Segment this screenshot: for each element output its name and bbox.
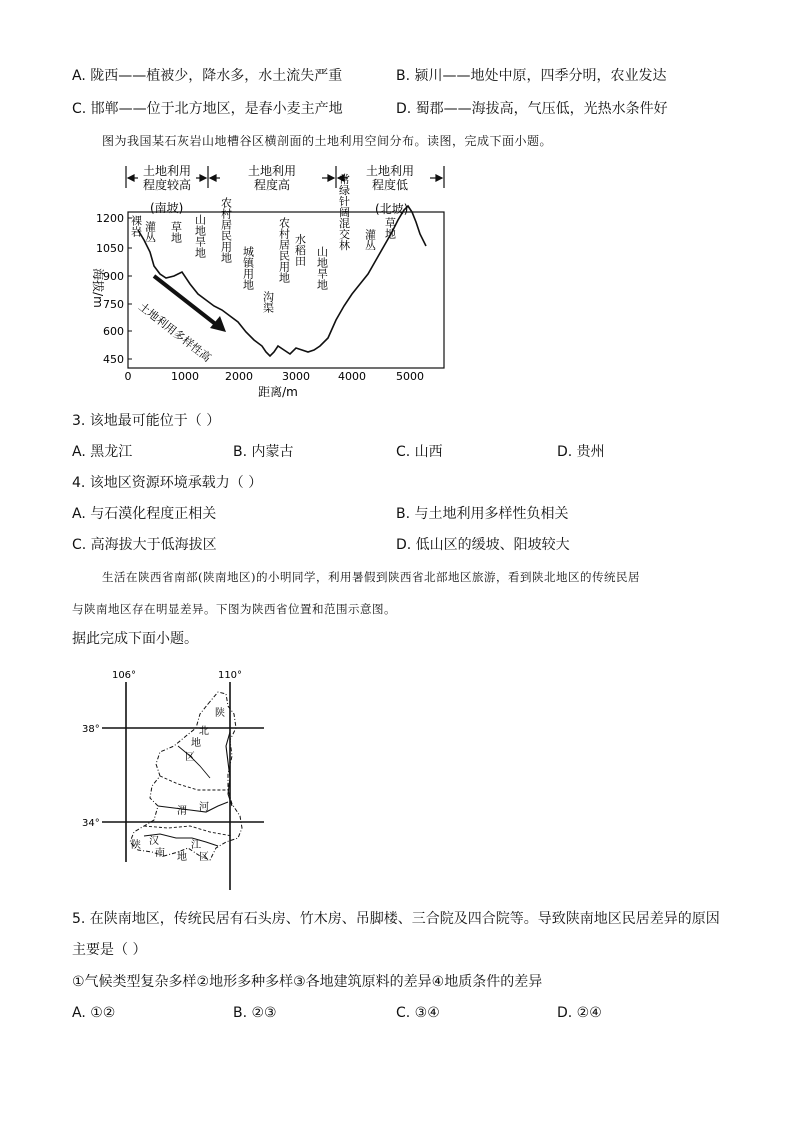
q3-option-b: B. 内蒙古 [233,444,294,460]
x-tick: 1000 [171,370,199,383]
x-tick: 5000 [396,370,424,383]
q3-stem: 3. 该地最可能位于（ ） [72,413,221,429]
intro-1: 图为我国某石灰岩山地槽谷区横剖面的土地利用空间分布。读图，完成下面小题。 [102,134,553,148]
profile-figure [78,160,458,400]
land-label-shrub-2: 灌丛 [363,229,377,251]
q3-option-d: D. 贵州 [557,444,605,460]
map-label-di-south: 地 [177,852,187,863]
lon-label-110: 110° [217,670,243,681]
map-label-di: 地 [191,738,201,749]
x-tick: 0 [124,370,132,383]
y-axis-label: 海拔/m [91,268,105,308]
y-tick: 600 [103,325,124,338]
region-divide-north [160,776,228,790]
q4-option-c: C. 高海拔大于低海拔区 [72,537,217,553]
shaanxi-map [78,666,278,892]
q2-option-d: D. 蜀郡——海拔高，气压低，光热水条件好 [396,101,668,117]
q2-option-a: A. 陇西——植被少，降水多，水土流失严重 [72,68,343,84]
map-label-shaan: 陕 [215,708,225,719]
land-label-grass: 草地 [169,221,183,243]
intro-2c: 据此完成下面小题。 [72,631,198,647]
y-tick: 450 [103,353,124,366]
y-tick: 750 [103,298,124,311]
q5-stem-2: 主要是（ ） [72,942,147,958]
map-label-han: 汉 [149,836,159,847]
top-label-2-line2: 程度高 [253,178,291,192]
x-tick: 3000 [282,370,310,383]
land-label-paddy: 水稻田 [293,233,307,267]
y-tick: 1200 [96,212,124,225]
q4-stem: 4. 该地区资源环境承载力（ ） [72,475,263,491]
land-label-upland: 山地旱地 [193,214,207,258]
q4-option-b: B. 与土地利用多样性负相关 [396,506,569,522]
map-label-wei: 渭 [177,806,187,817]
map-label-he: 河 [199,802,209,813]
q2-option-c: C. 邯郸——位于北方地区，是春小麦主产地 [72,101,343,117]
land-label-forest: 常绿针阔混交林 [337,173,351,251]
x-tick: 2000 [225,370,253,383]
map-label-jiang: 江 [191,840,201,851]
map-label-qu: 区 [185,752,195,763]
q5-statements: ①气候类型复杂多样②地形多种多样③各地建筑原料的差异④地质条件的差异 [72,974,543,990]
q5-option-c: C. ③④ [396,1005,440,1021]
top-label-1-line1: 土地利用 [142,164,192,178]
map-label-qu-south: 区 [199,852,209,863]
top-label-3-line1: 土地利用 [365,164,415,178]
intro-2b: 与陕南地区存在明显差异。下图为陕西省位置和范围示意图。 [72,602,396,616]
intro-2a: 生活在陕西省南部(陕南地区)的小明同学，利用暑假到陕西省北部地区旅游，看到陕北地区的传统民居 [102,570,640,584]
y-tick: 1050 [96,242,124,255]
top-label-2-line1: 土地利用 [247,164,297,178]
q5-option-d: D. ②④ [557,1005,602,1021]
land-label-rural: 农村居民用地 [219,197,233,263]
lat-label-38: 38° [82,724,100,735]
map-label-nan: 南 [155,848,165,859]
map-label-shaan-south: 陕 [131,840,141,851]
wei-river [158,802,228,812]
lon-label-106: 106° [111,670,137,681]
q2-option-b: B. 颍川——地处中原，四季分明，农业发达 [396,68,667,84]
south-slope-label: (南坡) [150,201,184,215]
x-tick: 4000 [338,370,366,383]
y-tick: 900 [103,270,124,283]
top-label-1-line2: 程度较高 [142,178,192,192]
land-label-grass-2: 草地 [383,217,397,239]
lat-label-34: 34° [82,818,100,829]
diversity-arrow-text: 土地利用多样性高 [136,300,214,365]
land-label-upland-2: 山地旱地 [315,246,329,290]
q3-option-a: A. 黑龙江 [72,444,133,460]
q4-option-a: A. 与石漠化程度正相关 [72,506,217,522]
land-label-shrub: 灌丛 [143,221,157,243]
map-label-bei: 北 [199,726,209,737]
north-slope-label: (北坡) [375,202,409,216]
top-label-3-line2: 程度低 [371,178,409,192]
land-label-canal: 沟渠 [261,291,275,313]
x-axis-label: 距离/m [258,385,298,399]
land-label-rural-2: 农村居民用地 [277,217,291,283]
q5-option-b: B. ②③ [233,1005,277,1021]
q5-stem-1: 5. 在陕南地区，传统民居有石头房、竹木房、吊脚楼、三合院及四合院等。导致陕南地区民居差异的原因 [72,911,720,927]
land-label-town: 城镇用地 [241,246,255,290]
q4-option-d: D. 低山区的缓坡、阳坡较大 [396,537,570,553]
land-label-bare-rock: 裸岩 [129,215,143,237]
q3-option-c: C. 山西 [396,444,443,460]
q5-option-a: A. ①② [72,1005,116,1021]
